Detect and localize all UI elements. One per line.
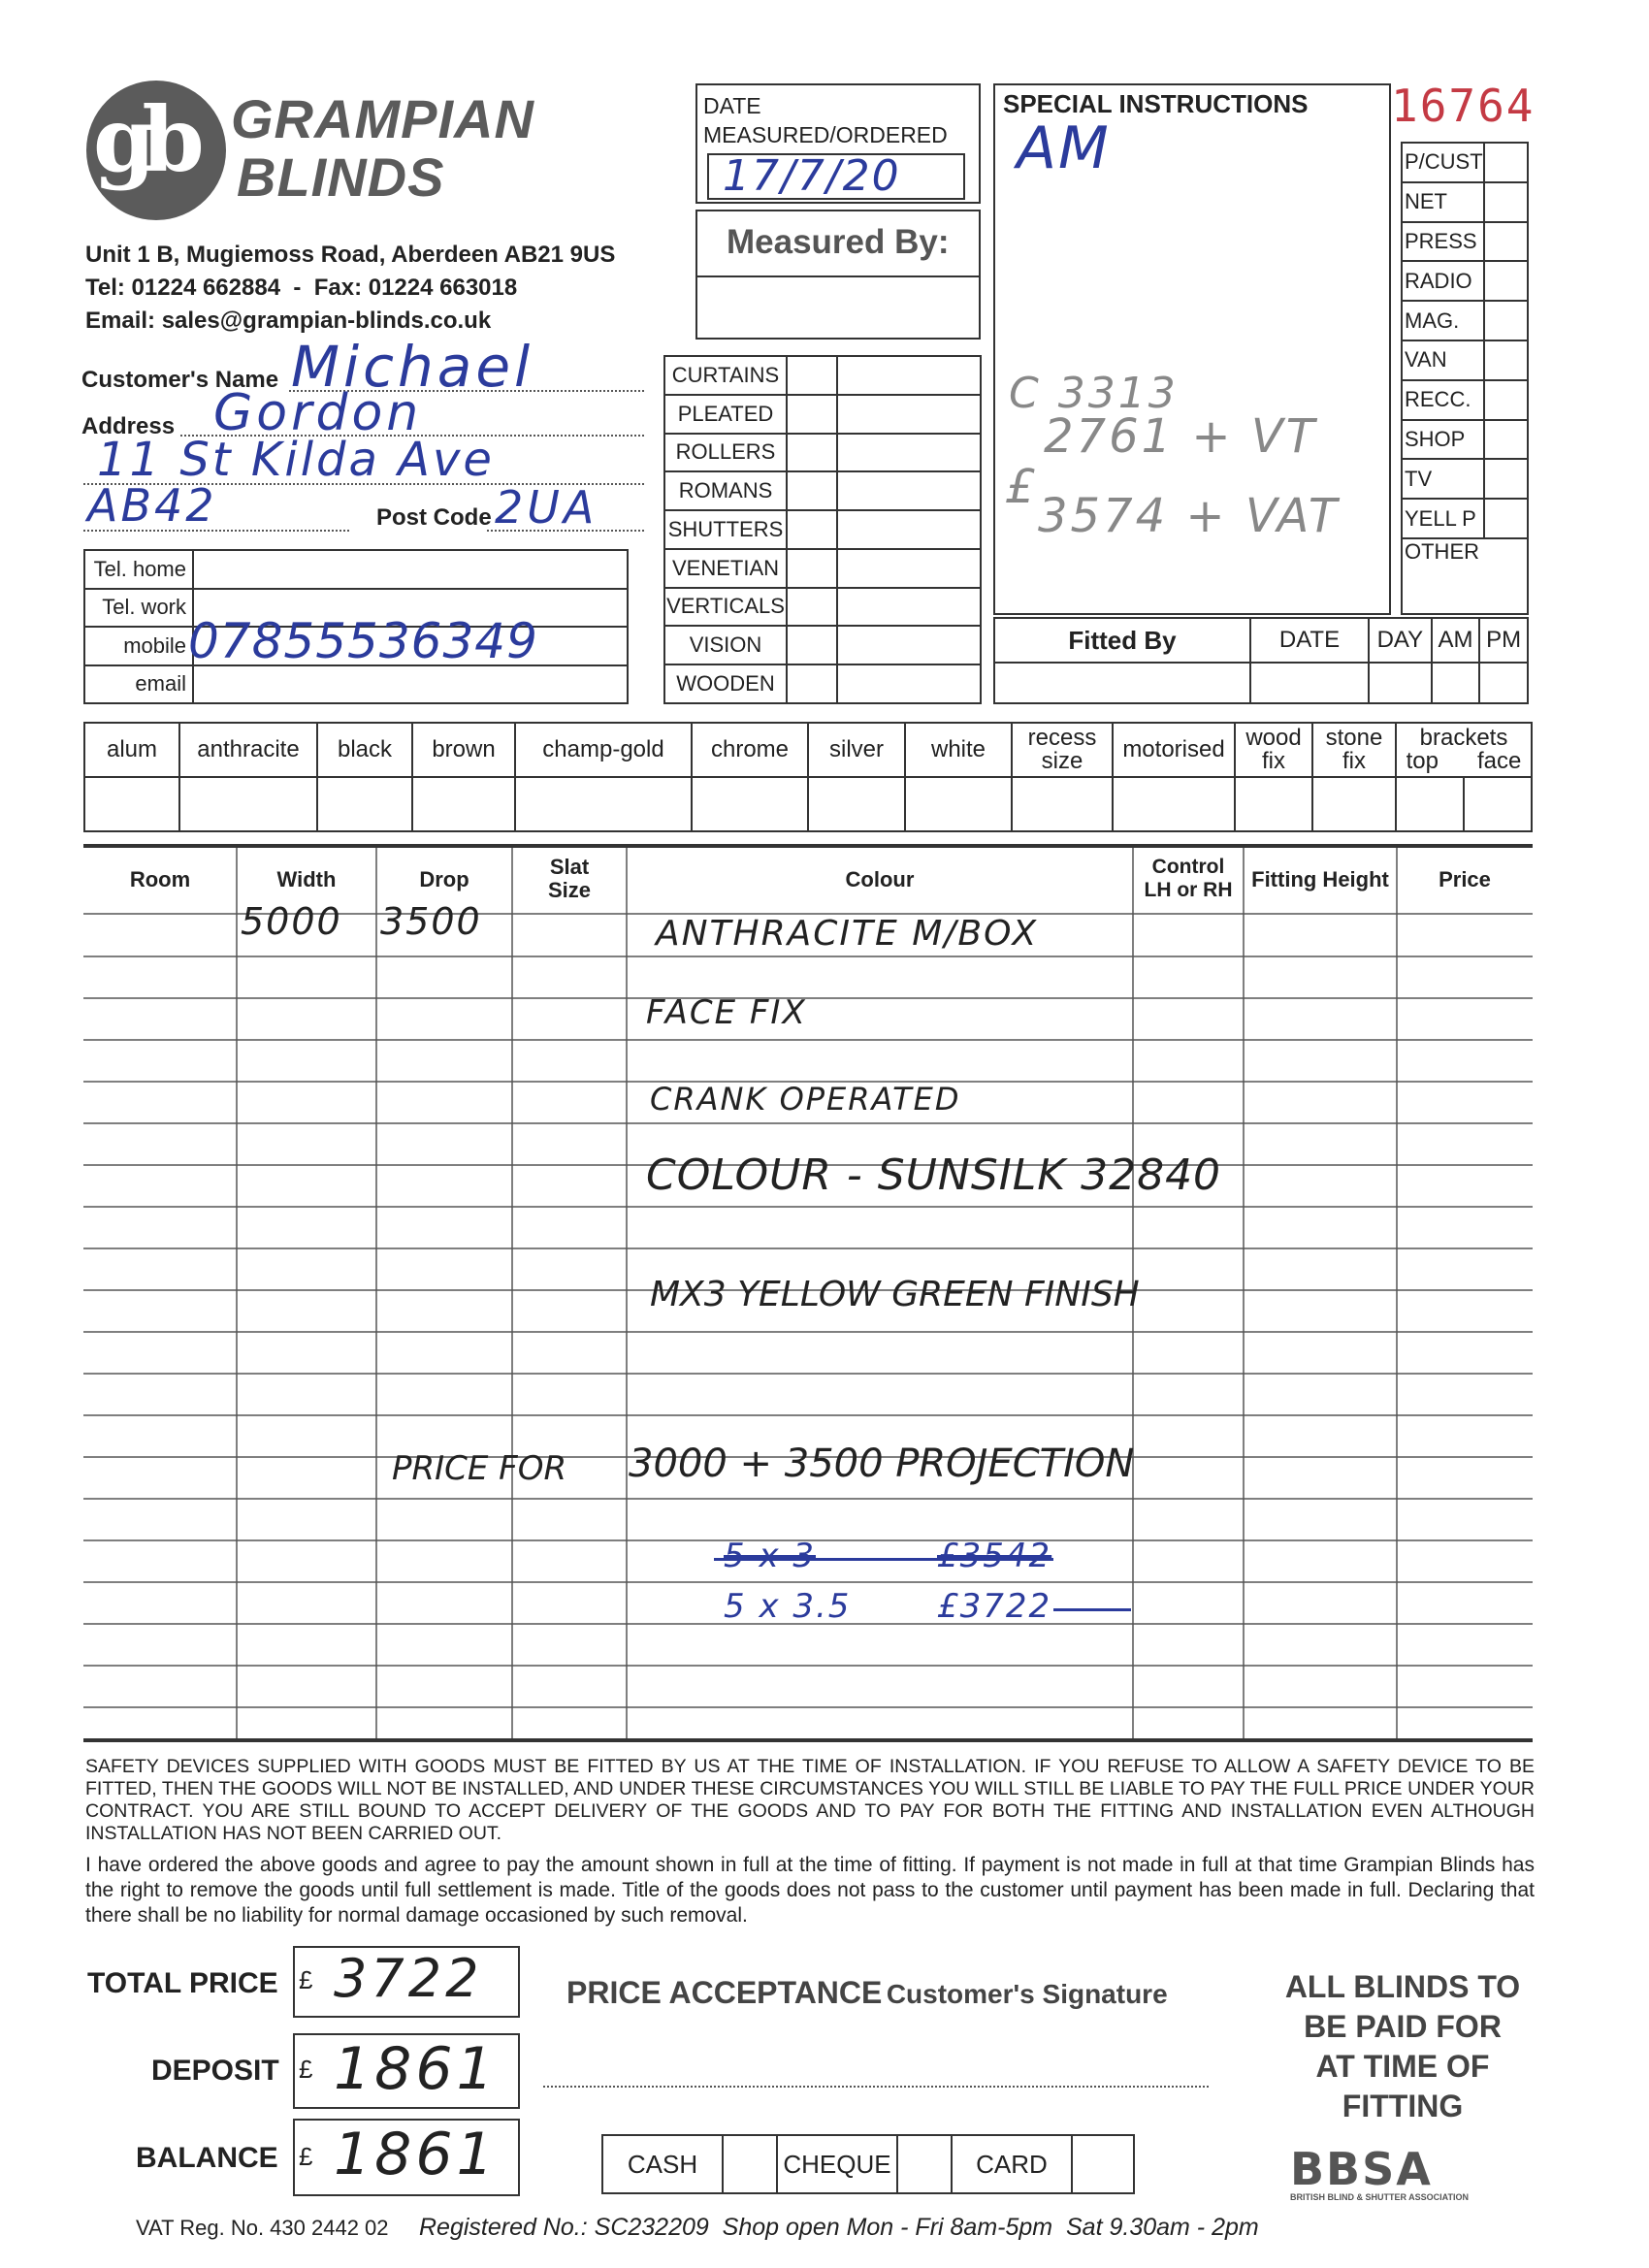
registered-info: Registered No.: SC232209 Shop open Mon - Fri 8am-5pm Sat 9.30am - 2pm [419, 2214, 1259, 2241]
product-type-qty[interactable] [837, 549, 981, 588]
mobile-value: 07855536349 [188, 613, 538, 669]
finish-black: black [317, 723, 412, 777]
finish-checkbox[interactable] [1113, 777, 1235, 831]
fitted-am-label: AM [1432, 618, 1480, 663]
special-note-3: £ [1005, 460, 1038, 514]
source-label: P/CUST [1402, 143, 1484, 182]
source-label: PRESS [1402, 222, 1484, 262]
finish-checkbox[interactable] [905, 777, 1012, 831]
measured-by-box [695, 210, 981, 340]
contact-value[interactable] [193, 550, 628, 589]
finish-brown: brown [412, 723, 515, 777]
currency-symbol: £ [299, 2142, 313, 2171]
balance-label: BALANCE [136, 2142, 278, 2174]
date-value-box[interactable] [707, 153, 965, 200]
col-room-header: Room [129, 867, 191, 891]
price-for-value: 3000 + 3500 PROJECTION [629, 1442, 1135, 1486]
postcode-value: 2UA [495, 481, 598, 534]
col-price-header: Price [1439, 867, 1491, 891]
fitted-date-field[interactable] [1250, 663, 1369, 703]
order-number: 16764 [1391, 80, 1536, 132]
special-note-4: 3574 + VAT [1038, 489, 1341, 543]
source-checkbox[interactable] [1484, 143, 1528, 182]
order-table [83, 848, 1533, 1742]
slat-size-label: Size [547, 878, 592, 902]
contact-label: Tel. work [84, 589, 193, 628]
colour-note: FACE FIX [646, 993, 807, 1032]
price-acceptance-title: PRICE ACCEPTANCE [566, 1975, 883, 2010]
company-logo [83, 78, 229, 223]
finish-checkbox[interactable] [808, 777, 905, 831]
address-value-2: 11 St Kilda Ave [97, 433, 495, 487]
finish-wood-fix [1235, 723, 1312, 777]
product-type-checkbox[interactable] [787, 549, 837, 588]
finish-silver: silver [808, 723, 905, 777]
stone-fix-label: fix [1342, 748, 1366, 774]
date-box [695, 83, 981, 204]
customer-name-label: Customer's Name [81, 367, 279, 393]
finish-stone-fix [1312, 723, 1396, 777]
brackets-face-label: face [1477, 748, 1522, 774]
bbsa-logo-text: BBSA [1290, 2143, 1433, 2195]
product-type-qty[interactable] [837, 626, 981, 664]
notice-line: FITTING [1342, 2089, 1464, 2123]
fitted-am-field[interactable] [1432, 663, 1480, 703]
product-type-checkbox[interactable] [787, 588, 837, 627]
notice-line: AT TIME OF [1315, 2049, 1490, 2084]
finish-checkbox[interactable] [179, 777, 317, 831]
deposit-label: DEPOSIT [151, 2055, 279, 2087]
special-instructions-am: AM [1017, 114, 1111, 182]
product-type-qty[interactable] [837, 588, 981, 627]
col-drop-header: Drop [419, 867, 469, 891]
stone-label: stone [1325, 725, 1383, 751]
price-for-label: PRICE FOR [392, 1449, 567, 1488]
product-type-qty[interactable] [837, 664, 981, 703]
product-type-qty[interactable] [837, 434, 981, 472]
fitted-pm-field[interactable] [1479, 663, 1528, 703]
calc-price: £3722 [937, 1587, 1052, 1626]
brackets-top-label: top [1406, 748, 1439, 774]
fitted-by-field[interactable] [994, 663, 1250, 703]
control-side-label: LH or RH [1144, 879, 1233, 901]
finish-checkbox[interactable] [1464, 777, 1532, 831]
product-type-label: WOODEN [664, 664, 787, 703]
drop-value: 3500 [380, 900, 482, 943]
product-type-checkbox[interactable] [787, 471, 837, 510]
agreement-terms: I have ordered the above goods and agree to pay the amount shown in full at the time of fitting. If payment is not made in full at that time Grampian Blinds has the right to remove the goods until full settlement is made. Title of the goods does not pass to the customer until payment has been made in full. Declaring that there shall be no liability for normal damage occasioned by such removal. [85, 1854, 1535, 1927]
calc-dimension: 5 x 3.5 [724, 1587, 852, 1626]
finish-checkbox[interactable] [515, 777, 692, 831]
product-type-label: ROMANS [664, 471, 787, 510]
finish-checkbox[interactable] [1312, 777, 1396, 831]
product-type-checkbox[interactable] [787, 434, 837, 472]
col-colour-header: Colour [845, 867, 915, 891]
source-checkbox[interactable] [1484, 459, 1528, 499]
special-note-2: 2761 + VT [1044, 409, 1318, 464]
source-label: NET [1402, 182, 1484, 222]
contact-label: mobile [84, 627, 193, 665]
source-label: RADIO [1402, 261, 1484, 301]
product-type-label: CURTAINS [664, 356, 787, 395]
company-email: Email: sales@grampian-blinds.co.uk [85, 308, 492, 334]
source-checkbox[interactable] [1484, 420, 1528, 460]
finish-checkbox[interactable] [1012, 777, 1113, 831]
source-label: RECC. [1402, 380, 1484, 420]
source-checkbox[interactable] [1484, 340, 1528, 380]
payment-card-label: CARD [952, 2135, 1072, 2193]
colour-note: ANTHRACITE M/BOX [656, 914, 1039, 954]
payment-cash-label: CASH [602, 2135, 723, 2193]
source-label: SHOP [1402, 420, 1484, 460]
fitted-date-label: DATE [1250, 618, 1369, 663]
finish-checkbox[interactable] [1235, 777, 1312, 831]
fitted-by-label: Fitted By [994, 618, 1250, 663]
finish-checkbox[interactable] [412, 777, 515, 831]
product-type-table [663, 355, 982, 704]
fitted-by-table [993, 617, 1529, 704]
recess-label: recess [1027, 725, 1097, 751]
source-checkbox[interactable] [1484, 182, 1528, 222]
special-instructions-label: SPECIAL INSTRUCTIONS [1003, 89, 1309, 118]
product-type-label: VERTICALS [664, 588, 787, 627]
vat-number: VAT Reg. No. 430 2442 02 [136, 2216, 389, 2240]
colour-note: CRANK OPERATED [650, 1081, 961, 1118]
brackets-label: brackets [1419, 725, 1508, 751]
product-type-label: PLEATED [664, 395, 787, 434]
fitted-day-label: DAY [1369, 618, 1432, 663]
company-address: Unit 1 B, Mugiemoss Road, Aberdeen AB21 9US [85, 242, 616, 268]
slat-label: Slat [549, 855, 590, 879]
payment-cash-checkbox[interactable] [723, 2135, 777, 2193]
finish-checkbox[interactable] [317, 777, 412, 831]
finish-alum: alum [84, 723, 179, 777]
source-checkbox[interactable] [1484, 301, 1528, 340]
source-label: MAG. [1402, 301, 1484, 340]
finish-motorised: motorised [1113, 723, 1235, 777]
control-label: Control [1151, 856, 1225, 878]
notice-line: BE PAID FOR [1304, 2009, 1502, 2044]
source-checkbox[interactable] [1484, 380, 1528, 420]
date-label-1: DATE [703, 93, 761, 118]
product-type-qty[interactable] [837, 510, 981, 549]
price-acceptance [566, 1975, 1168, 2011]
source-table [1401, 142, 1529, 615]
balance-value: 1861 [334, 2121, 498, 2188]
source-checkbox[interactable] [1484, 261, 1528, 301]
measured-by-label: Measured By: [727, 223, 950, 261]
deposit-box[interactable] [293, 2033, 520, 2109]
finish-chrome: chrome [692, 723, 808, 777]
calc-underline [1053, 1608, 1131, 1611]
balance-box[interactable] [293, 2119, 520, 2196]
finish-checkbox[interactable] [1396, 777, 1464, 831]
measured-by-field[interactable] [697, 275, 979, 340]
product-type-checkbox[interactable] [787, 510, 837, 549]
wood-fix-label: fix [1262, 748, 1285, 774]
product-type-checkbox[interactable] [787, 395, 837, 434]
company-name-line2: BLINDS [237, 146, 445, 208]
struck-dimension: 5 x 3 [724, 1537, 816, 1575]
source-label: YELL P [1402, 499, 1484, 538]
product-type-qty[interactable] [837, 471, 981, 510]
product-type-checkbox[interactable] [787, 626, 837, 664]
finish-options-table [83, 722, 1533, 832]
finish-anthracite: anthracite [179, 723, 317, 777]
price-acceptance-subtitle: Customer's Signature [886, 1979, 1168, 2009]
product-type-label: SHUTTERS [664, 510, 787, 549]
size-label: size [1041, 748, 1083, 774]
source-label: OTHER [1402, 538, 1528, 614]
special-note-1: C 3313 [1009, 369, 1179, 418]
safety-terms: SAFETY DEVICES SUPPLIED WITH GOODS MUST BE FITTED BY US AT THE TIME OF INSTALLATION. IF YOU REFUSE TO ALLOW A SAFETY DEVICE TO BE FITTED, THEN THE GOODS WILL NOT BE INSTALLED, AND UNDER THESE CIRCUMSTANCES YOU WILL STILL BE LIABLE TO PAY THE FULL PRICE UNDER YOUR CONTRACT. YOU ARE STILL BOUND TO ACCEPT DELIVERY OF THE GOODS AND TO PAY FOR BOTH THE FITTING AND INSTALLATION EVEN ALTHOUGH INSTALLATION HAS NOT BEEN CARRIED OUT. [85, 1756, 1535, 1844]
width-value: 5000 [241, 900, 342, 943]
payment-cheque-checkbox[interactable] [897, 2135, 952, 2193]
source-checkbox[interactable] [1484, 222, 1528, 262]
contact-value[interactable] [193, 665, 628, 704]
product-type-qty[interactable] [837, 356, 981, 395]
fitted-day-field[interactable] [1369, 663, 1432, 703]
payment-cheque-label: CHEQUE [777, 2135, 897, 2193]
fitted-pm-label: PM [1479, 618, 1528, 663]
address-value-1: Gordon [213, 384, 423, 442]
postcode-label: Post Code [376, 504, 492, 531]
product-type-label: VISION [664, 626, 787, 664]
logo-letters: gb [93, 87, 191, 192]
company-tel-fax: Tel: 01224 662884 - Fax: 01224 663018 [85, 275, 518, 301]
payment-notice [1257, 1967, 1548, 2126]
date-label-2: MEASURED/ORDERED [703, 122, 948, 147]
finish-checkbox[interactable] [84, 777, 179, 831]
struck-price: £3542 [937, 1537, 1052, 1575]
source-label: TV [1402, 459, 1484, 499]
product-type-checkbox[interactable] [787, 664, 837, 703]
wood-label: wood [1245, 725, 1302, 751]
contact-label: Tel. home [84, 550, 193, 589]
colour-note: COLOUR - SUNSILK 32840 [646, 1150, 1222, 1200]
struck-line [714, 1558, 1053, 1561]
finish-checkbox[interactable] [692, 777, 808, 831]
company-name-line1: GRAMPIAN [231, 88, 534, 149]
total-price-value: 3722 [334, 1948, 483, 2009]
source-label: VAN [1402, 340, 1484, 380]
source-checkbox[interactable] [1484, 499, 1528, 538]
product-type-checkbox[interactable] [787, 356, 837, 395]
finish-white: white [905, 723, 1012, 777]
col-width-header: Width [276, 867, 337, 891]
payment-method-table [601, 2134, 1135, 2194]
bbsa-logo [1290, 2143, 1513, 2202]
finish-brackets [1396, 723, 1532, 777]
product-type-qty[interactable] [837, 395, 981, 434]
payment-card-checkbox[interactable] [1072, 2135, 1134, 2193]
notice-line: ALL BLINDS TO [1284, 1969, 1521, 2004]
finish-champ-gold: champ-gold [515, 723, 692, 777]
date-value: 17/7/20 [723, 151, 901, 201]
product-type-label: ROLLERS [664, 434, 787, 472]
deposit-value: 1861 [334, 2035, 498, 2103]
colour-note: MX3 YELLOW GREEN FINISH [650, 1275, 1140, 1314]
currency-symbol: £ [299, 2055, 313, 2084]
address-value-3: AB42 [87, 479, 217, 532]
signature-line[interactable] [543, 2086, 1209, 2088]
product-type-label: VENETIAN [664, 549, 787, 588]
currency-symbol: £ [299, 1965, 313, 1994]
total-price-box[interactable] [293, 1946, 520, 2018]
special-instructions-box[interactable] [993, 83, 1391, 615]
col-fitting-height-header: Fitting Height [1251, 867, 1389, 891]
total-price-label: TOTAL PRICE [87, 1967, 278, 1999]
bbsa-tagline: BRITISH BLIND & SHUTTER ASSOCIATION [1290, 2192, 1469, 2202]
customer-name-value: Michael [291, 334, 534, 400]
address-label: Address [81, 413, 176, 439]
contact-label: email [84, 665, 193, 704]
finish-recess-size [1012, 723, 1113, 777]
